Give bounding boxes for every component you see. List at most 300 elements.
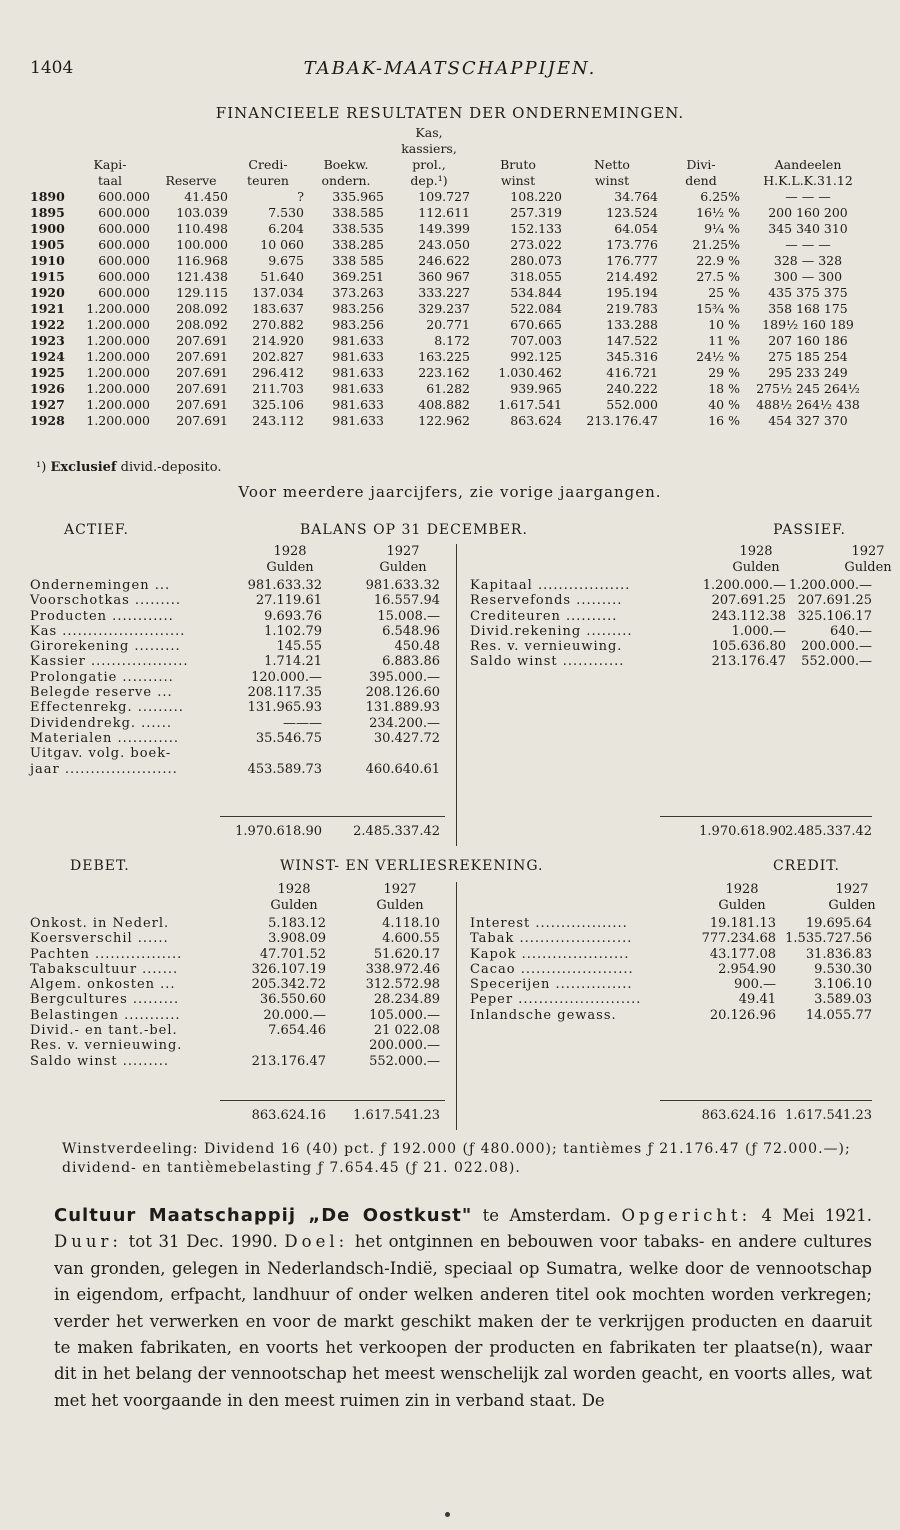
- table-cell: 214.920: [252, 333, 304, 348]
- row-label: Divid.- en tant.-bel.: [30, 1023, 178, 1039]
- page-number: 1404: [30, 58, 74, 78]
- ledger-row: [460, 654, 872, 669]
- table-cell: 16½ %: [696, 205, 740, 220]
- table-cell: 207.691: [176, 413, 228, 428]
- table-cell: 1928: [30, 413, 65, 428]
- right-column-headers: [460, 882, 876, 916]
- balans-ledger: [30, 544, 892, 844]
- ledger-row: [30, 1008, 450, 1023]
- table-cell: 328 — 328: [773, 253, 843, 268]
- table-cell: 280.073: [510, 253, 562, 268]
- value-1927: 640.—: [830, 623, 872, 639]
- value-1928: 47.701.52: [259, 946, 326, 962]
- table-cell: 18 %: [708, 381, 740, 396]
- company-text-4: het ontginnen en bebouwen voor tabaks- en andere cultures van gronden, gelegen in Nederlandsch-Indië, speciaal op Sumatra, welke door de vennootschap in eigendom, erfpacht, landhuur of onder welken anderen titel ook mochten worden verkregen; verder het verwerken en voor de markt geschikt maken der te verkrijgen producten en daaruit te maken fabrikaten, en voorts het verkoopen der producten en fabrikaten ter plaatse(n), waar dit in het belang der vennootschap het meest wenschelijk zal worden geacht, en voorts alles, wat met het voorgaande in den meest ruimen zin in verband staat. De: [54, 1232, 872, 1410]
- table-cell: 1.200.000: [86, 413, 150, 428]
- table-cell: 41.450: [184, 189, 228, 204]
- table-cell: 335.965: [332, 189, 384, 204]
- ledger-row: [30, 716, 450, 731]
- value-1927: 1.200.000.—: [788, 578, 872, 593]
- table-cell: 1.200.000: [86, 365, 150, 380]
- column-header: Aandeelen H.K.L.K.31.12: [763, 157, 853, 188]
- value-1928: 1.000.—: [731, 623, 786, 639]
- table-cell: 116.968: [176, 253, 228, 268]
- table-cell: 373.263: [332, 285, 384, 300]
- table-cell: 257.319: [510, 205, 562, 220]
- table-row: [28, 221, 874, 237]
- value-1927: 338.972.46: [365, 961, 440, 977]
- column-header: [28, 125, 68, 189]
- table-cell: 1.200.000: [86, 301, 150, 316]
- table-cell: 325.106: [252, 397, 304, 412]
- table-row: [28, 269, 874, 285]
- ledger-row: [30, 685, 450, 700]
- table-cell: 408.882: [418, 397, 470, 412]
- row-label: Voorschotkas .........: [30, 593, 182, 609]
- value-1927: 1.535.727.56: [785, 931, 872, 947]
- winst-heading: [30, 858, 870, 878]
- table-cell: 600.000: [98, 237, 150, 252]
- year-label: 1928: [273, 544, 307, 559]
- value-1927: 234.200.—: [369, 715, 440, 731]
- row-label: Materialen ............: [30, 730, 180, 746]
- year-label: 1927: [851, 544, 885, 559]
- row-label: Kapitaal ..................: [470, 578, 631, 593]
- table-cell: 51.640: [260, 269, 304, 284]
- value-1927: 200.000.—: [801, 639, 872, 655]
- page-mark: [445, 1512, 450, 1517]
- table-cell: 318.055: [510, 269, 562, 284]
- table-cell: 243.112: [252, 413, 304, 428]
- table-cell: 338.535: [332, 221, 384, 236]
- table-row: [28, 205, 874, 221]
- financial-results-table: [28, 125, 874, 429]
- left-side: [30, 544, 450, 777]
- value-1928: 1.200.000.—: [702, 578, 786, 593]
- table-cell: 27.5 %: [696, 269, 740, 284]
- table-cell: 207.691: [176, 333, 228, 348]
- table-cell: 110.498: [176, 221, 228, 236]
- row-label: Kas ........................: [30, 623, 186, 639]
- row-label: Algem. onkosten ...: [30, 977, 176, 993]
- value-1928: 120.000.—: [251, 669, 322, 685]
- table-cell: 152.133: [510, 221, 562, 236]
- table-cell: 1.200.000: [86, 317, 150, 332]
- value-1927: 19.695.64: [805, 916, 872, 931]
- value-1928: ———: [283, 715, 322, 731]
- unit-label: Gulden: [270, 898, 318, 913]
- table-cell: 147.522: [606, 333, 658, 348]
- ledger-row: [460, 962, 872, 977]
- table-cell: 329.237: [418, 301, 470, 316]
- table-cell: 981.633: [332, 413, 384, 428]
- table-cell: 9.675: [268, 253, 304, 268]
- ledger-row: [30, 992, 450, 1007]
- row-label: Saldo winst ............: [470, 654, 625, 670]
- company-text-2: 4 Mei 1921.: [751, 1206, 872, 1225]
- winstverdeeling-text: Winstverdeeling: Dividend 16 (40) pct. ƒ 192.000 (ƒ 480.000); tantièmes ƒ 21.176.47 (ƒ 72.000.—); dividend- en tantièmebelasting ƒ 7.654.45 (ƒ 21. 022.08).: [62, 1141, 851, 1176]
- table-cell: 100.000: [176, 237, 228, 252]
- value-1927: 6.548.96: [382, 623, 440, 639]
- ledger-row: [460, 578, 872, 593]
- table-row: [28, 301, 874, 317]
- unit-label: Gulden: [266, 560, 314, 575]
- total-rule-left: [220, 1100, 445, 1101]
- row-label: Crediteuren ..........: [470, 608, 618, 624]
- value-1928: 777.234.68: [701, 931, 776, 947]
- table-cell: 29 %: [708, 365, 740, 380]
- ledger-row: [460, 593, 872, 608]
- table-cell: 176.777: [606, 253, 658, 268]
- table-cell: 534.844: [510, 285, 562, 300]
- table-cell: 64.054: [614, 221, 658, 236]
- footnote: [36, 460, 221, 475]
- table-cell: 992.125: [510, 349, 562, 364]
- column-header: Netto winst: [594, 157, 630, 188]
- row-label: Koersverschil ......: [30, 931, 169, 947]
- table-cell: 173.776: [606, 237, 658, 252]
- value-1928: 981.633.32: [247, 578, 322, 593]
- table-cell: 123.524: [606, 205, 658, 220]
- table-cell: 270.882: [252, 317, 304, 332]
- table-cell: 40 %: [708, 397, 740, 412]
- table-cell: 189½ 160 189: [762, 317, 854, 332]
- value-1927: 4.118.10: [382, 916, 440, 931]
- table-cell: 163.225: [418, 349, 470, 364]
- row-label: Pachten .................: [30, 946, 183, 962]
- value-1928: 1.102.79: [264, 623, 322, 639]
- table-row: [28, 349, 874, 365]
- table-cell: 6.25%: [700, 189, 740, 204]
- table-row: [28, 397, 874, 413]
- value-1927: 131.889.93: [365, 700, 440, 716]
- value-1928: 7.654.46: [268, 1023, 326, 1039]
- table-cell: 275½ 245 264½: [756, 381, 860, 396]
- right-column-headers: [460, 544, 892, 578]
- ledger-row: [30, 654, 450, 669]
- ledger-row: [30, 762, 450, 777]
- table-cell: 137.034: [252, 285, 304, 300]
- table-cell: 338.585: [332, 205, 384, 220]
- value-1927: 4.600.55: [382, 931, 440, 947]
- table-cell: 707.003: [510, 333, 562, 348]
- company-paragraph: [54, 1203, 872, 1414]
- table-cell: 488½ 264½ 438: [756, 397, 860, 412]
- value-1927: 981.633.32: [365, 578, 440, 593]
- table-cell: 112.611: [418, 205, 470, 220]
- column-header: Kas, kassiers, prol., dep.¹): [401, 125, 457, 188]
- table-cell: 1925: [30, 365, 65, 380]
- table-cell: 981.633: [332, 333, 384, 348]
- table-cell: 275 185 254: [768, 349, 848, 364]
- table-cell: 333.227: [418, 285, 470, 300]
- ledger-row: [30, 670, 450, 685]
- table-row: [28, 189, 874, 205]
- table-cell: 149.399: [418, 221, 470, 236]
- value-1928: 205.342.72: [251, 977, 326, 993]
- row-label: Divid.rekening .........: [470, 623, 633, 639]
- winst-title: WINST- EN VERLIESREKENING.: [280, 858, 544, 874]
- value-1927: 552.000.—: [801, 654, 872, 670]
- value-1928: 2.954.90: [718, 961, 776, 977]
- table-cell: 207.691: [176, 349, 228, 364]
- table-cell: 211.703: [252, 381, 304, 396]
- table-cell: 1.200.000: [86, 349, 150, 364]
- value-1927: 395.000.—: [369, 669, 440, 685]
- table-cell: 208.092: [176, 317, 228, 332]
- table-cell: 981.633: [332, 365, 384, 380]
- value-1928: 3.908.09: [268, 931, 326, 947]
- duur-label: Duur:: [54, 1232, 122, 1252]
- unit-label: Gulden: [718, 898, 766, 913]
- unit-label: Gulden: [379, 560, 427, 575]
- table-cell: 1.617.541: [498, 397, 562, 412]
- table-row: [28, 381, 874, 397]
- company-text-3: tot 31 Dec. 1990.: [121, 1232, 285, 1252]
- value-1928: 35.546.75: [255, 730, 322, 746]
- table-cell: 219.783: [606, 301, 658, 316]
- financial-results-title: FINANCIEELE RESULTATEN DER ONDERNEMINGEN.: [215, 104, 685, 122]
- table-cell: 25 %: [708, 285, 740, 300]
- table-cell: 10 %: [708, 317, 740, 332]
- row-label: Peper ........................: [470, 992, 642, 1008]
- doel-label: Doel:: [284, 1232, 349, 1252]
- row-label: Effectenrekg. .........: [30, 700, 184, 716]
- table-cell: 207.691: [176, 397, 228, 412]
- row-label: Res. v. vernieuwing.: [470, 639, 623, 655]
- total-1927: 2.485.337.42: [785, 824, 872, 839]
- table-cell: 21.25%: [692, 237, 740, 252]
- table-cell: 600.000: [98, 253, 150, 268]
- table-cell: 552.000: [606, 397, 658, 412]
- table-cell: 9¼ %: [704, 221, 740, 236]
- table-cell: 435 375 375: [768, 285, 848, 300]
- ledger-row: [30, 578, 450, 593]
- table-cell: 213.176.47: [586, 413, 658, 428]
- ledger-row: [460, 947, 872, 962]
- ledger-row: [460, 977, 872, 992]
- table-row: [28, 365, 874, 381]
- value-1928: 326.107.19: [251, 961, 326, 977]
- value-1928: 36.550.60: [259, 992, 326, 1008]
- table-cell: 200 160 200: [768, 205, 848, 220]
- year-label: 1927: [383, 882, 417, 897]
- ledger-row: [460, 609, 872, 624]
- footnote-text: divid.-deposito.: [120, 460, 222, 475]
- row-label: Dividendrekg. ......: [30, 715, 172, 731]
- value-1927: 3.589.03: [814, 992, 872, 1008]
- table-cell: 983.256: [332, 301, 384, 316]
- table-cell: 863.624: [510, 413, 562, 428]
- balans-title: BALANS OP 31 DECEMBER.: [300, 522, 528, 538]
- value-1927: 460.640.61: [365, 761, 440, 777]
- winst-ledger: [30, 882, 876, 1132]
- table-cell: 600.000: [98, 285, 150, 300]
- table-cell: 208.092: [176, 301, 228, 316]
- total-1928: 863.624.16: [701, 1108, 776, 1123]
- value-1927: 312.572.98: [365, 977, 440, 993]
- ledger-row: [30, 624, 450, 639]
- credit-title: CREDIT.: [773, 858, 840, 874]
- ledger-row: [460, 624, 872, 639]
- table-cell: 981.633: [332, 381, 384, 396]
- value-1928: 900.—: [734, 977, 776, 993]
- row-label: Reservefonds .........: [470, 593, 623, 609]
- table-cell: 1910: [30, 253, 65, 268]
- row-label: Uitgav. volg. boek-: [30, 746, 172, 762]
- row-label: Onkost. in Nederl.: [30, 916, 170, 931]
- table-cell: 1921: [30, 301, 65, 316]
- value-1927: 16.557.94: [373, 593, 440, 609]
- value-1928: 131.965.93: [247, 700, 322, 716]
- left-column-headers: [30, 882, 450, 916]
- value-1928: 20.126.96: [709, 1007, 776, 1023]
- value-1927: 552.000.—: [369, 1053, 440, 1069]
- column-header: Bruto winst: [500, 157, 536, 188]
- value-1927: 30.427.72: [373, 730, 440, 746]
- actief-title: ACTIEF.: [64, 522, 129, 538]
- ledger-row: [30, 1054, 450, 1069]
- value-1928: 27.119.61: [255, 593, 322, 609]
- ledger-row: [30, 700, 450, 715]
- row-label: Kapok .....................: [470, 946, 630, 962]
- table-cell: 1.200.000: [86, 397, 150, 412]
- table-cell: 24½ %: [696, 349, 740, 364]
- ledger-row: [30, 609, 450, 624]
- company-text-1: te Amsterdam.: [472, 1206, 622, 1225]
- balans-heading: [30, 522, 870, 542]
- ledger-row: [30, 731, 450, 746]
- table-row: [28, 285, 874, 301]
- table-cell: 1922: [30, 317, 65, 332]
- row-label: Belegde reserve ...: [30, 685, 173, 701]
- ledger-row: [30, 1038, 450, 1053]
- value-1928: 213.176.47: [711, 654, 786, 670]
- running-head: TABAK-MAATSCHAPPIJEN.: [303, 58, 597, 79]
- table-cell: — — —: [785, 237, 831, 252]
- table-row: [28, 253, 874, 269]
- opgericht-label: Opgericht:: [621, 1206, 752, 1225]
- total-1927: 1.617.541.23: [353, 1108, 440, 1123]
- table-cell: 345 340 310: [768, 221, 848, 236]
- table-body: [28, 189, 874, 429]
- row-label: Res. v. vernieuwing.: [30, 1038, 183, 1054]
- ledger-row: [460, 992, 872, 1007]
- table-cell: 7.530: [268, 205, 304, 220]
- table-cell: 15¾ %: [696, 301, 740, 316]
- table-cell: 296.412: [252, 365, 304, 380]
- value-1928: 207.691.25: [711, 593, 786, 609]
- footnote-bold: Exclusief: [50, 460, 117, 475]
- debet-title: DEBET.: [70, 858, 130, 874]
- value-1927: 31.836.83: [805, 946, 872, 962]
- value-1928: 9.693.76: [264, 608, 322, 624]
- ledger-row: [460, 916, 872, 931]
- table-cell: 22.9 %: [696, 253, 740, 268]
- passief-title: PASSIEF.: [773, 522, 846, 538]
- table-cell: 360 967: [418, 269, 470, 284]
- left-column-headers: [30, 544, 450, 578]
- value-1928: 20.000.—: [263, 1007, 326, 1023]
- value-1928: 5.183.12: [268, 916, 326, 931]
- table-cell: 981.633: [332, 397, 384, 412]
- table-cell: 338 585: [332, 253, 384, 268]
- value-1927: 6.883.86: [382, 654, 440, 670]
- table-cell: 207.691: [176, 365, 228, 380]
- row-label: Inlandsche gewass.: [470, 1007, 617, 1023]
- value-1927: 14.055.77: [805, 1007, 872, 1023]
- year-label: 1928: [739, 544, 773, 559]
- right-side: [460, 882, 876, 1023]
- ledger-row: [460, 1008, 872, 1023]
- ledger-row: [30, 916, 450, 931]
- table-cell: 243.050: [418, 237, 470, 252]
- table-cell: 1920: [30, 285, 65, 300]
- table-cell: 600.000: [98, 269, 150, 284]
- table-cell: 300 — 300: [773, 269, 843, 284]
- table-cell: 939.965: [510, 381, 562, 396]
- ledger-row: [30, 1023, 450, 1038]
- value-1927: 208.126.60: [365, 685, 440, 701]
- column-header: Boekw. ondern.: [321, 157, 371, 188]
- total-rule-left: [220, 816, 445, 817]
- company-name: Cultuur Maatschappij „De Oostkust": [54, 1205, 473, 1226]
- row-label: Prolongatie ..........: [30, 669, 174, 685]
- table-cell: 122.962: [418, 413, 470, 428]
- table-cell: 6.204: [268, 221, 304, 236]
- table-cell: 183.637: [252, 301, 304, 316]
- table-cell: 8.172: [434, 333, 470, 348]
- table-cell: 240.222: [606, 381, 658, 396]
- total-1928: 1.970.618.90: [699, 824, 786, 839]
- row-label: Specerijen ...............: [470, 977, 633, 993]
- value-1927: 325.106.17: [797, 608, 872, 624]
- table-cell: 202.827: [252, 349, 304, 364]
- value-1927: 450.48: [394, 639, 440, 655]
- value-1928: 213.176.47: [251, 1053, 326, 1069]
- table-cell: 16 %: [708, 413, 740, 428]
- row-label: Producten ............: [30, 608, 174, 624]
- table-cell: 109.727: [418, 189, 470, 204]
- table-cell: 195.194: [606, 285, 658, 300]
- unit-label: Gulden: [376, 898, 424, 913]
- value-1928: 49.41: [738, 992, 776, 1008]
- table-cell: 600.000: [98, 189, 150, 204]
- unit-label: Gulden: [732, 560, 780, 575]
- table-cell: 108.220: [510, 189, 562, 204]
- ledger-row: [30, 962, 450, 977]
- table-cell: 983.256: [332, 317, 384, 332]
- table-cell: 600.000: [98, 221, 150, 236]
- table-cell: 1.200.000: [86, 333, 150, 348]
- row-label: Belastingen ...........: [30, 1007, 181, 1023]
- table-cell: 1924: [30, 349, 65, 364]
- value-1928: 43.177.08: [709, 946, 776, 962]
- table-cell: 338.285: [332, 237, 384, 252]
- value-1928: 453.589.73: [247, 761, 322, 777]
- ledger-row: [30, 977, 450, 992]
- table-cell: 345.316: [606, 349, 658, 364]
- table-cell: 207 160 186: [768, 333, 848, 348]
- table-cell: 20.771: [426, 317, 470, 332]
- row-label: Bergcultures .........: [30, 992, 180, 1008]
- table-cell: 369.251: [332, 269, 384, 284]
- value-1928: 243.112.38: [711, 608, 786, 624]
- table-cell: 129.115: [176, 285, 228, 300]
- column-header: Reserve: [165, 173, 217, 188]
- ledger-row: [30, 931, 450, 946]
- row-label: Girorekening .........: [30, 639, 181, 655]
